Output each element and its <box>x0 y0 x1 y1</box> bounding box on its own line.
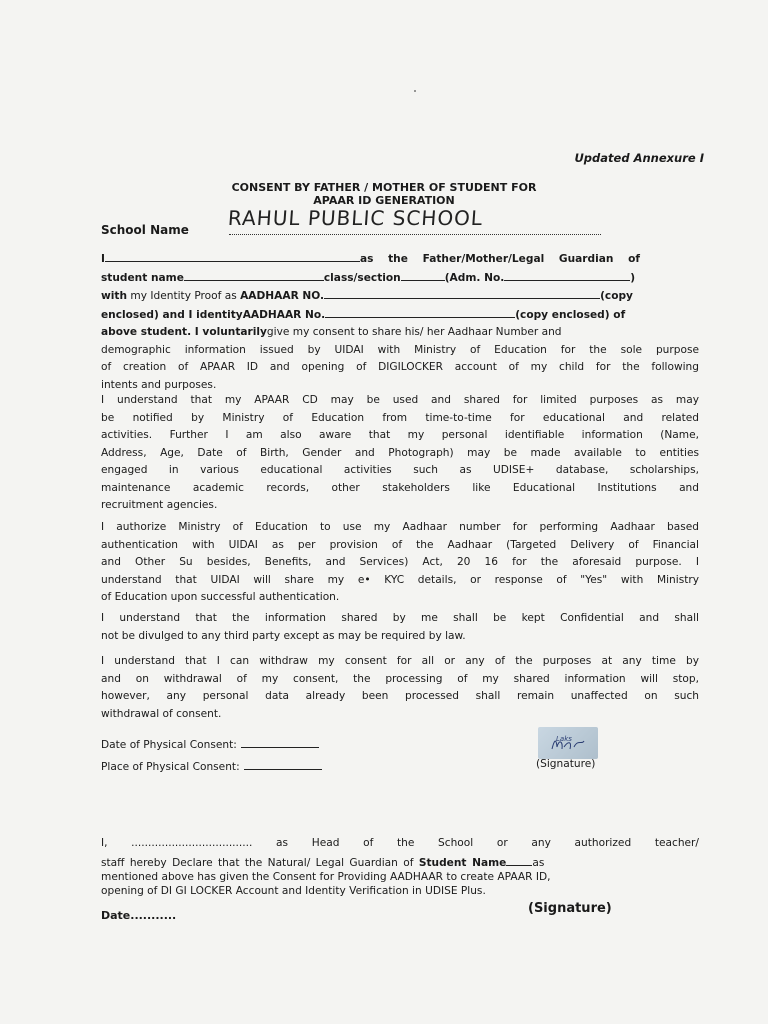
p3-line: understand that UIDAI will share my e• KYC details, or response of "Yes" with Ministry <box>101 573 699 586</box>
school-name-dotted-line <box>229 234 601 235</box>
head-declaration-paragraph <box>101 836 699 898</box>
signature-scribble-icon <box>538 727 598 759</box>
parent-signature-image <box>538 727 598 759</box>
school-name-handwritten: RAHUL PUBLIC SCHOOL <box>227 206 484 230</box>
confidentiality-paragraph <box>101 610 699 645</box>
intro-line-6: demographic information issued by UIDAI with Ministry of Education for the sole purpose <box>101 343 699 356</box>
school-name-row <box>101 206 621 238</box>
p2-line: be notified by Ministry of Education from time-to-time for educational and related <box>101 411 699 424</box>
intro-line-4: enclosed) and I identityAADHAAR No. (copy enclosed) of <box>101 306 699 325</box>
head-signature-label: (Signature) <box>528 901 612 916</box>
intro-line-5: above student. I voluntarilygive my consent to share his/ her Aadhaar Number and <box>101 326 562 338</box>
p5-line: and on withdrawal of my consent, the processing of my shared information will stop, <box>101 672 699 685</box>
intro-line-1: I as the Father/Mother/Legal Guardian of <box>101 250 699 269</box>
p4-line: not be divulged to any third party except as may be required by law. <box>101 629 466 642</box>
declaration-date: Date........... <box>101 909 177 922</box>
school-name-label: School Name <box>101 223 189 237</box>
p2-line: maintenance academic records, other stakeholders like Educational Institutions and <box>101 481 699 494</box>
form-title-line-2: APAAR ID GENERATION <box>313 194 455 207</box>
place-of-physical-consent <box>101 758 322 773</box>
intro-line-3: with my Identity Proof as AADHAAR NO. (copy <box>101 287 699 306</box>
signature-scribble-text: Laks <box>556 735 572 743</box>
date-of-physical-consent-blank[interactable] <box>241 736 319 748</box>
p3-line: authentication with UIDAI as per provision of the Aadhaar (Targeted Delivery of Financial <box>101 538 699 551</box>
p3-line: I authorize Ministry of Education to use my Aadhaar number for performing Aadhaar based <box>101 521 699 533</box>
intro-line-2: student name class/section (Adm. No. ) <box>101 269 699 288</box>
date-of-physical-consent-label: Date of Physical Consent: <box>101 739 237 751</box>
place-of-physical-consent-blank[interactable] <box>244 758 322 770</box>
p2-line: activities. Further I am also aware that my personal identifiable information (Name, <box>101 429 699 441</box>
declaration-line-2: staff hereby Declare that the Natural/ Legal Guardian of Student Name as <box>101 854 699 870</box>
p2-line: engaged in various educational activities such as UDISE+ database, scholarships, <box>101 464 699 476</box>
date-of-physical-consent <box>101 736 319 751</box>
consent-intro-paragraph <box>101 250 699 394</box>
p5-line: I understand that I can withdraw my consent for all or any of the purposes at any time by <box>101 655 699 667</box>
withdrawal-paragraph <box>101 653 699 723</box>
p2-line: recruitment agencies. <box>101 499 218 511</box>
place-of-physical-consent-label: Place of Physical Consent: <box>101 761 240 773</box>
intro-line-7: of creation of APAAR ID and opening of DIGILOCKER account of my child for the following <box>101 361 699 373</box>
p5-line: withdrawal of consent. <box>101 707 222 720</box>
parent-signature-label: (Signature) <box>536 758 596 770</box>
scan-speck <box>414 90 416 92</box>
annexure-label: Updated Annexure I <box>574 151 704 165</box>
p2-line: Address, Age, Date of Birth, Gender and Photograph) may be made available to entities <box>101 446 699 459</box>
p4-line: I understand that the information shared by me shall be kept Confidential and shall <box>101 612 699 624</box>
apaar-usage-paragraph <box>101 392 699 515</box>
p3-line: and Other Su besides, Benefits, and Services) Act, 20 16 for the aforesaid purpose. I <box>101 556 699 568</box>
p2-line: I understand that my APAAR CD may be used and shared for limited purposes as may <box>101 394 699 406</box>
authorization-paragraph <box>101 519 699 607</box>
intro-line-8: intents and purposes. <box>101 378 217 391</box>
p3-line: of Education upon successful authentication. <box>101 591 340 603</box>
declaration-line-3: mentioned above has given the Consent for Providing AADHAAR to create APAAR ID, <box>101 870 551 883</box>
p5-line: however, any personal data already been processed shall remain unaffected on such <box>101 690 699 702</box>
declaration-line-4: opening of DI GI LOCKER Account and Identity Verification in UDISE Plus. <box>101 884 486 897</box>
form-title-line-1: CONSENT BY FATHER / MOTHER OF STUDENT FOR <box>231 181 537 194</box>
declaration-line-1: I, .................................... as Head of the School or any authorized teacher/ <box>101 837 699 849</box>
